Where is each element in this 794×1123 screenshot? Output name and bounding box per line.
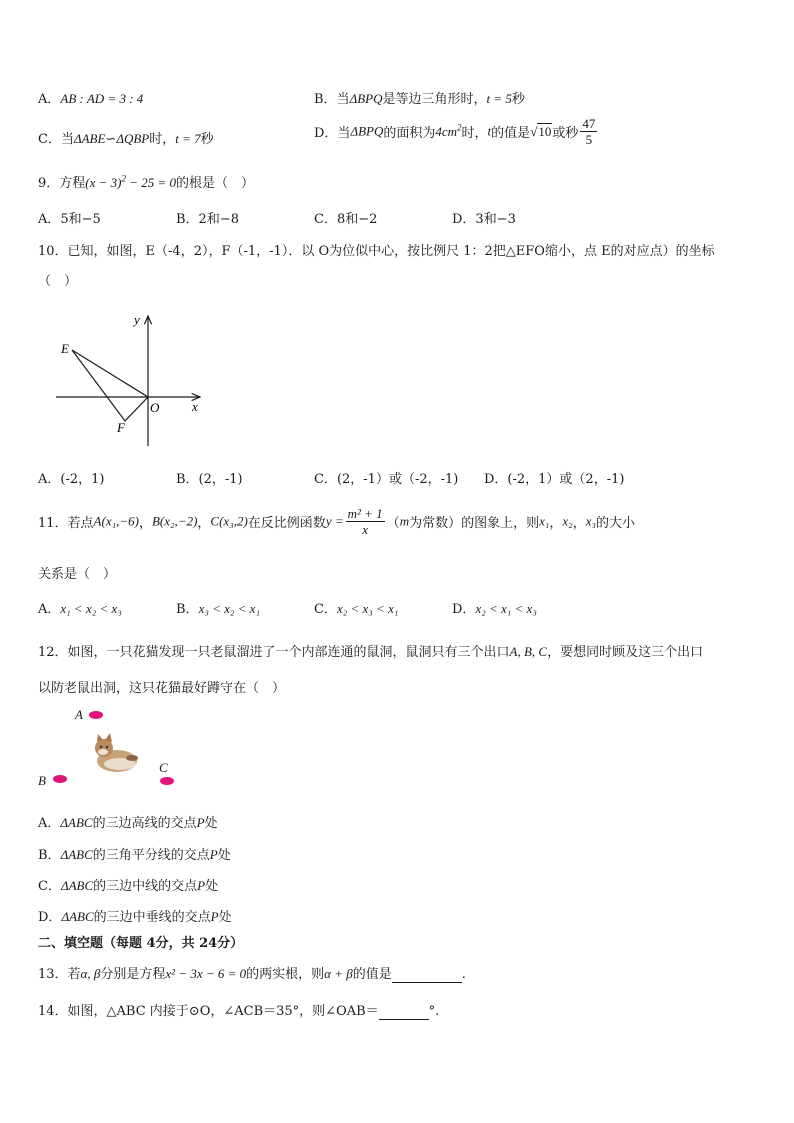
answer-blank[interactable] [392, 967, 462, 983]
q12-option-b: B．ΔABC的三角平分线的交点P处 [38, 847, 231, 863]
q10-option-c: C．(2，-1）或（-2，-1) [314, 472, 459, 487]
q8-option-c: C．当ΔABE∽ΔQBP时，t = 7秒 [38, 131, 214, 147]
math-expr: AB : AD = 3 : 4 [60, 91, 144, 106]
q10-option-d: D．(-2，1）或（2，-1) [484, 472, 625, 487]
q12-option-c: C．ΔABC的三边中线的交点P处 [38, 878, 219, 894]
sqrt-radicand: 10 [538, 124, 552, 139]
q9-stem: 9．方程$(x - 3)^2 - 25 = 0$的根是（ ） [38, 173, 255, 191]
q11-stem-line2: 关系是（ ） [38, 567, 117, 582]
hole-a [89, 711, 103, 719]
q9-option-b: B．2和−8 [176, 212, 239, 227]
q12-stem-line2: 以防老鼠出洞，这只花猫最好蹲守在（ ） [38, 681, 286, 696]
label-e: E [61, 341, 69, 356]
option-label: A． [38, 92, 61, 107]
label-a: A [75, 707, 83, 722]
cat-icon [90, 733, 140, 775]
q10-option-a: A．(-2，1) [38, 472, 105, 487]
triangle-efo [72, 350, 148, 421]
q8-option-a [38, 88, 143, 107]
fraction: $\frac{47}{5}$ [582, 116, 596, 147]
q11-option-c: C．x₂ < x₃ < x₁ [314, 601, 399, 617]
label-f: F [117, 420, 125, 435]
q9-option-a: A．5和−5 [38, 212, 101, 227]
q10-option-b: B．(2，-1) [176, 472, 243, 487]
answer-blank[interactable] [379, 1004, 429, 1020]
q13-stem: 13．若α, β分别是方程x² − 3x − 6 = 0的两实根，则α + β的值是 . [38, 966, 466, 982]
label-y: y [134, 312, 140, 327]
q10-stem: 10．已知，如图，E（-4，2），F（-1，-1）．以 O为位似中心，按比例尺 1：2把△EFO缩小，点 E的对应点）的坐标 [38, 244, 715, 259]
q12-option-a: A．ΔABC的三边高线的交点P处 [38, 815, 218, 831]
label-o: O [150, 400, 160, 415]
label-x: x [192, 399, 198, 414]
fraction: $\frac{\text{m² + 1}}{x}$ [347, 506, 383, 537]
section-title: 二、填空题（每题 4分，共 24分） [38, 936, 244, 951]
label-c: C [159, 760, 168, 775]
q9-option-c: C．8和−2 [314, 212, 378, 227]
q11-option-a: A．x₁ < x₂ < x₃ [38, 601, 122, 617]
q11-option-b: B．x₃ < x₂ < x₁ [176, 601, 260, 617]
q12-option-d: D．ΔABC的三边中垂线的交点P处 [38, 909, 232, 925]
q10-stem-line2: （ ） [38, 274, 78, 289]
q9-option-d: D．3和−3 [452, 212, 516, 227]
coordinate-figure [50, 310, 210, 450]
q8-option-b: B．当ΔBPQ是等边三角形时，t = 5秒 [314, 91, 525, 107]
q8-option-d: D．当ΔBPQ的面积为$4cm^2$时，t的值是√10或秒 $\frac{47}{5}$ [314, 116, 596, 147]
q11-option-d: D．x₂ < x₁ < x₃ [452, 601, 537, 617]
q11-stem: 11．若点A(x₁,−6)，B(x₂,−2)，C(x₃,2)在反比例函数y = $\frac{\text{m² + 1}}{x}$ （m为常数）的图象上，则x₁，x₂，x₃的大小 [38, 506, 636, 537]
q12-stem: 12．如图，一只花猫发现一只老鼠溜进了一个内部连通的鼠洞，鼠洞只有三个出口A, B, C，要想同时顾及这三个出口 [38, 644, 704, 660]
q14-stem: 14．如图，△ABC 内接于⊙O，∠ACB＝35°，则∠OAB＝ °. [38, 1004, 440, 1019]
hole-b [53, 775, 67, 783]
hole-c [160, 777, 174, 785]
cat-mouse-figure [30, 700, 190, 795]
label-b: B [38, 773, 46, 788]
